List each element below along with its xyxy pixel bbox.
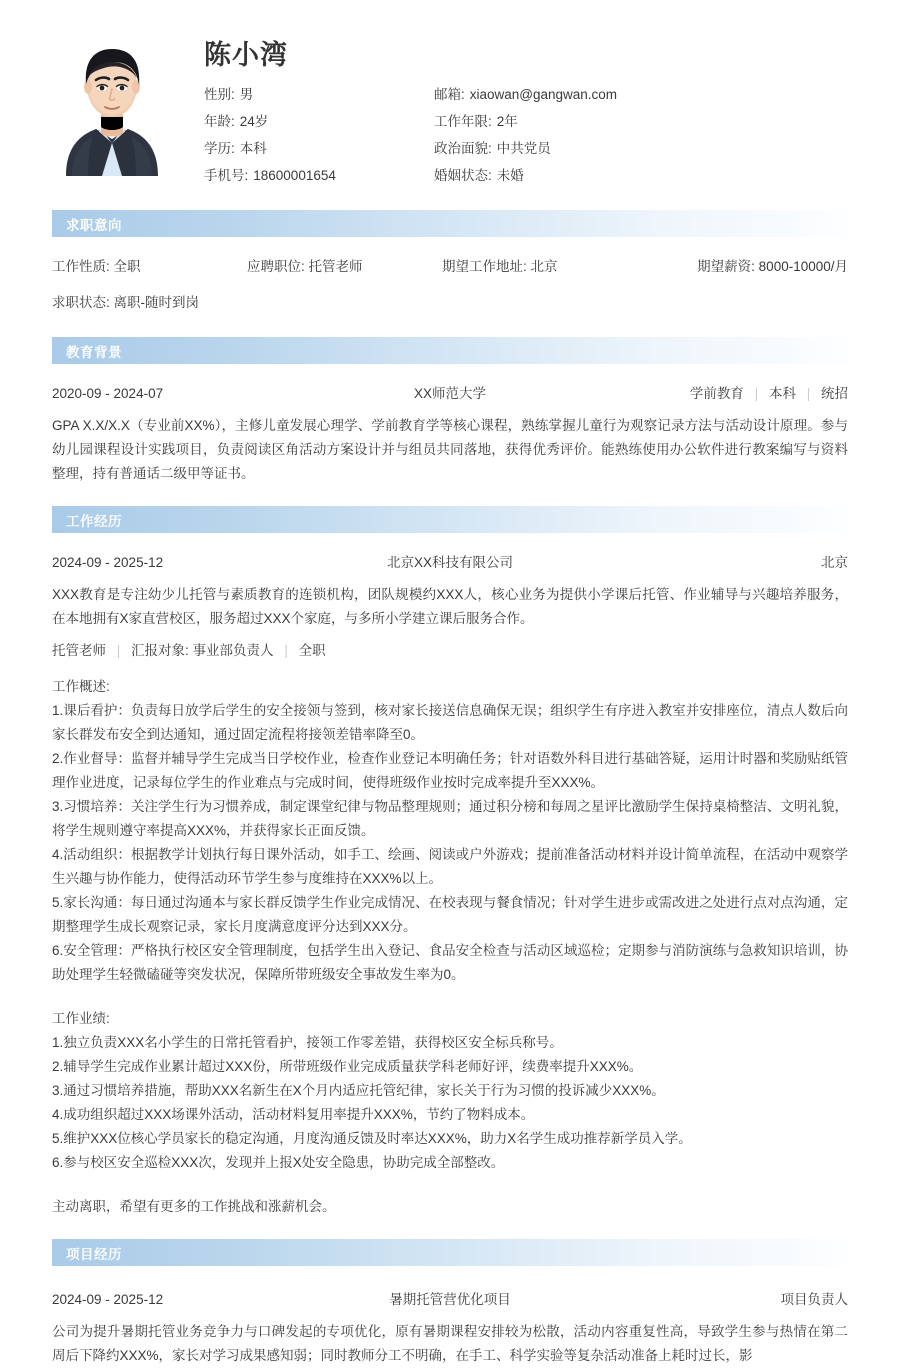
education-degree: 本科 (768, 386, 796, 401)
field-label: 期望薪资: (697, 259, 755, 274)
profile-meta-grid (204, 85, 848, 186)
profile-header (0, 0, 900, 186)
section-body-education (0, 384, 900, 486)
field-value: 8000-10000/月 (758, 259, 848, 274)
work-achievement-item: 4.成功组织超过XXX场课外活动，活动材料复用率提升XXX%，节约了物料成本。 (52, 1107, 535, 1122)
field-label: 求职状态: (52, 295, 110, 310)
profile-field-email (434, 85, 848, 105)
intention-row (52, 257, 848, 277)
field-value: 未婚 (496, 168, 524, 183)
field-label: 工作性质: (52, 259, 110, 274)
profile-details (204, 35, 848, 186)
tag-separator: | (806, 386, 811, 401)
work-overview-title: 工作概述: (52, 679, 110, 694)
education-entry-header (52, 384, 848, 404)
profile-field-phone (204, 166, 434, 186)
work-overview-item: 2.作业督导：监督并辅导学生完成当日学校作业，检查作业登记本明确任务；针对语数外科目进行基础答疑，运用计时器和奖励贴纸管理作业进度，记录每位学生的作业难点与完成时间，使得班级作业按时完成率提升至XXX%。 (52, 751, 848, 790)
intention-row (52, 293, 848, 313)
education-admission-type: 统招 (821, 386, 848, 401)
field-label: 性别: (204, 87, 235, 102)
field-label: 政治面貌: (434, 141, 492, 156)
education-major: 学前教育 (689, 386, 744, 401)
person-name: 陈小湾 (204, 40, 288, 70)
section-header-project (52, 1239, 848, 1266)
field-value: 本科 (239, 141, 267, 156)
section-header-intention (52, 210, 848, 237)
portrait-photo (52, 35, 172, 176)
work-location: 北京 (821, 555, 848, 570)
field-label: 邮箱: (434, 87, 465, 102)
role-separator: | (116, 643, 121, 658)
work-company-intro: XXX教育是专注幼少儿托管与素质教育的连锁机构，团队规模约XXX人，核心业务为提供小学课后托管、作业辅导与兴趣培养服务，在本地拥有X家直营校区，服务超过XXX个家庭，与多所小学建立课后服务合作。 (52, 587, 848, 626)
project-role: 项目负责人 (780, 1292, 848, 1307)
intention-job-status (52, 293, 199, 313)
field-label: 工作年限: (434, 114, 492, 129)
work-entry-header (52, 553, 848, 573)
work-achievement-item: 3.通过习惯培养措施，帮助XXX名新生在X个月内适应托管纪律，家长关于行为习惯的投诉减少XXX%。 (52, 1083, 665, 1098)
profile-field-age (204, 112, 434, 132)
work-overview-item: 4.活动组织：根据教学计划执行每日课外活动，如手工、绘画、阅读或户外游戏；提前准备活动材料并设计简单流程，在活动中观察学生兴趣与协作能力，使得活动环节学生参与度维持在XXX%以上。 (52, 847, 848, 886)
work-role-line (52, 641, 848, 661)
work-overview-item: 6.安全管理：严格执行校区安全管理制度，包括学生出入登记、食品安全检查与活动区域巡检；定期参与消防演练与急救知识培训，协助处理学生轻微磕碰等突发状况，保障所带班级安全事故发生率为0。 (52, 943, 848, 982)
field-value: 全职 (113, 259, 141, 274)
education-date-range: 2020-09 - 2024-07 (52, 386, 164, 401)
work-date-range: 2024-09 - 2025-12 (52, 555, 164, 570)
field-label: 期望工作地址: (442, 259, 527, 274)
intention-position (247, 257, 442, 277)
section-body-intention (0, 257, 900, 313)
section-header-education (52, 337, 848, 364)
profile-field-experience-years (434, 112, 848, 132)
field-label: 年龄: (204, 114, 235, 129)
intention-salary (657, 257, 848, 277)
education-tags (548, 384, 848, 404)
work-achievement-item: 1.独立负责XXX名小学生的日常托管看护，接领工作零差错，获得校区安全标兵称号。 (52, 1035, 563, 1050)
field-label: 学历: (204, 141, 235, 156)
section-title: 项目经历 (66, 1246, 122, 1262)
field-value: 离职-随时到岗 (113, 295, 200, 310)
project-description: 公司为提升暑期托管业务竞争力与口碑发起的专项优化，原有暑期课程安排较为松散，活动内容重复性高，导致学生参与热情在第二周后下降约XXX%，家长对学习成果感知弱；同时教师分工不明确，在手工、科学实验等复杂活动准备上耗时过长，影 (52, 1324, 848, 1363)
field-value: 男 (239, 87, 254, 102)
profile-field-degree (204, 139, 434, 159)
education-description: GPA X.X/X.X（专业前XX%），主修儿童发展心理学、学前教育学等核心课程，熟练掌握儿童行为观察记录方法与活动设计原理。参与幼儿园课程设计实践项目，负责阅读区角活动方案设计并与组员共同落地，获得优秀评价。能熟练使用办公软件进行教案编写与资料整理，持有普通话二级甲等证书。 (52, 418, 848, 481)
work-achievement-title: 工作业绩: (52, 1011, 110, 1026)
intention-job-type (52, 257, 247, 277)
work-report-to: 汇报对象: 事业部负责人 (131, 643, 274, 658)
work-employment-type: 全职 (298, 643, 326, 658)
field-value: 北京 (530, 259, 558, 274)
section-title: 教育背景 (66, 344, 122, 360)
work-overview-item: 3.习惯培养：关注学生行为习惯养成，制定课堂纪律与物品整理规则；通过积分榜和每周之星评比激励学生保持桌椅整洁、文明礼貌，将学生规则遵守率提高XXX%，并获得家长正面反馈。 (52, 799, 848, 838)
work-leave-reason: 主动离职，希望有更多的工作挑战和涨薪机会。 (52, 1199, 336, 1214)
project-date-range: 2024-09 - 2025-12 (52, 1292, 164, 1307)
field-value: 中共党员 (496, 141, 551, 156)
section-body-project (0, 1290, 900, 1368)
intention-location (442, 257, 657, 277)
field-label: 婚姻状态: (434, 168, 492, 183)
tag-separator: | (754, 386, 759, 401)
work-achievement-item: 6.参与校区安全巡检XXX次，发现并上报X处安全隐患，协助完成全部整改。 (52, 1155, 505, 1170)
project-entry-header (52, 1290, 848, 1310)
profile-field-marital-status (434, 166, 848, 186)
work-achievement-item: 2.辅导学生完成作业累计超过XXX份，所带班级作业完成质量获学科老师好评，续费率提升XXX%。 (52, 1059, 643, 1074)
work-achievement-item: 5.维护XXX位核心学员家长的稳定沟通，月度沟通反馈及时率达XXX%，助力X名学生成功推荐新学员入学。 (52, 1131, 692, 1146)
field-value: 托管老师 (308, 259, 363, 274)
project-name: 暑期托管营优化项目 (389, 1292, 511, 1307)
education-school-name: XX师范大学 (413, 386, 486, 401)
field-value: 24岁 (239, 114, 269, 129)
profile-field-political-status (434, 139, 848, 159)
field-label: 应聘职位: (247, 259, 305, 274)
role-separator: | (284, 643, 288, 658)
section-title: 求职意向 (66, 217, 122, 233)
profile-field-gender (204, 85, 434, 105)
work-overview-item: 5.家长沟通：每日通过沟通本与家长群反馈学生作业完成情况、在校表现与餐食情况；针对学生进步或需改进之处进行点对点沟通，定期整理学生成长观察记录，家长月度满意度评分达到XXX分。 (52, 895, 848, 934)
work-overview-item: 1.课后看护：负责每日放学后学生的安全接领与签到，核对家长接送信息确保无误；组织学生有序进入教室并安排座位，清点人数后向家长群发布安全到达通知，通过固定流程将接领差错率降至0。 (52, 703, 848, 742)
section-title: 工作经历 (66, 513, 122, 529)
work-role: 托管老师 (52, 643, 106, 658)
field-value: 18600001654 (253, 168, 336, 183)
field-value: xiaowan@gangwan.com (469, 87, 618, 102)
field-label: 手机号: (204, 168, 249, 183)
field-value: 2年 (496, 114, 518, 129)
work-company-name: 北京XX科技有限公司 (386, 555, 513, 570)
section-body-work (0, 553, 900, 1219)
section-header-work (52, 506, 848, 533)
